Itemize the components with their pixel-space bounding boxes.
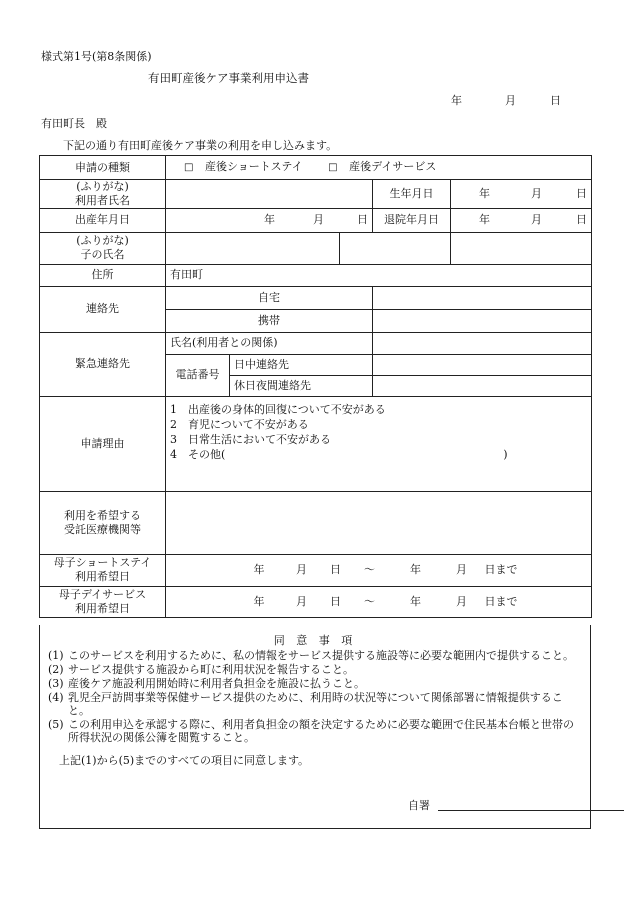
furigana-label: (ふりがな)	[76, 180, 129, 193]
form-number: 様式第1号(第8条関係)	[41, 50, 152, 63]
year-label: 年	[410, 563, 421, 577]
consent-item-text: このサービスを利用するために、私の情報をサービス提供する施設等に必要な範囲内で提供すること。	[68, 649, 574, 662]
reason-4-close: )	[503, 447, 508, 461]
contact-label: 連絡先	[40, 286, 166, 332]
reason-label: 申請理由	[40, 396, 166, 491]
daytime-field[interactable]	[373, 354, 592, 375]
day-label: 日	[357, 213, 368, 227]
row-short-stay	[40, 554, 592, 586]
reason-1[interactable]: 1 出産後の身体的回復について不安がある	[170, 402, 386, 416]
month-label: 月	[313, 213, 324, 227]
facility-label	[40, 491, 166, 554]
consent-item-number: (4)	[48, 691, 64, 704]
row-reason	[40, 396, 592, 491]
day-label: 日	[550, 94, 561, 107]
day-label: 日	[330, 563, 341, 577]
birth-date-field[interactable]	[451, 180, 592, 209]
discharge-date-field[interactable]	[451, 208, 592, 232]
day-service-label-line2: 利用希望日	[75, 601, 130, 615]
consent-item	[48, 649, 584, 662]
delivery-date-label: 出産年月日	[40, 208, 166, 232]
row-child-name	[40, 232, 592, 264]
agree-statement: 上記(1)から(5)までのすべての項目に同意します。	[59, 754, 310, 767]
emergency-name-label: 氏名(利用者との関係)	[166, 332, 373, 354]
address-label: 住所	[40, 264, 166, 286]
year-label: 年	[479, 213, 491, 227]
mobile-field[interactable]	[373, 309, 592, 332]
short-stay-label	[40, 554, 166, 586]
day-service-label-line1: 母子デイサービス	[58, 587, 147, 601]
year-label: 年	[264, 213, 275, 227]
child-name-field-3[interactable]	[451, 232, 592, 264]
consent-item-number: (3)	[48, 677, 64, 690]
day-label: 日	[576, 213, 588, 227]
short-stay-dates[interactable]	[166, 554, 592, 586]
year-label: 年	[253, 594, 265, 608]
child-name-label	[40, 232, 166, 264]
checkbox-day-service[interactable]: □	[328, 162, 338, 174]
phone-label: 電話番号	[166, 354, 230, 396]
home-field[interactable]	[373, 286, 592, 309]
intro-text: 下記の通り有田町産後ケア事業の利用を申し込みます。	[63, 139, 338, 152]
month-label: 月	[296, 563, 307, 577]
reason-3[interactable]: 3 日常生活において不安がある	[170, 432, 331, 446]
consent-item-text: この利用申込を承認する際に、利用者負担金の額を決定するために必要な範囲で住民基本台帳と世帯の所得状況の関係公簿を閲覧すること。	[68, 718, 574, 744]
option-day-service: 産後デイサービス	[349, 160, 437, 174]
row-emergency-name	[40, 332, 592, 354]
row-dates	[40, 208, 592, 232]
month-label: 月	[296, 594, 307, 608]
day-label: 日	[576, 186, 588, 200]
row-user-name	[40, 180, 592, 209]
year-label: 年	[253, 563, 265, 577]
year-label: 年	[451, 94, 462, 107]
facility-field[interactable]	[166, 491, 592, 554]
reason-list	[166, 396, 592, 491]
user-name-text: 利用者氏名	[75, 193, 130, 207]
row-address	[40, 264, 592, 286]
month-label: 月	[505, 94, 516, 107]
row-facility	[40, 491, 592, 554]
emergency-label: 緊急連絡先	[40, 332, 166, 396]
application-date[interactable]	[451, 94, 561, 107]
consent-item	[48, 691, 584, 717]
year-label: 年	[479, 186, 491, 200]
address-field[interactable]: 有田町	[166, 264, 592, 286]
consent-item-number: (5)	[48, 718, 64, 731]
consent-item	[48, 677, 584, 690]
short-stay-label-line1: 母子ショートステイ	[53, 556, 152, 570]
page-title: 有田町産後ケア事業利用申込書	[148, 71, 309, 85]
facility-label-line1: 利用を希望する	[64, 508, 141, 522]
consent-item-text: 乳児全戸訪問事業等保健サービス提供のために、利用時の状況等について関係部署に情報提供すること。	[68, 691, 563, 717]
discharge-date-label: 退院年月日	[373, 208, 451, 232]
type-options	[166, 156, 592, 180]
until-label: 日まで	[484, 594, 518, 608]
day-service-label	[40, 586, 166, 617]
day-service-dates[interactable]	[166, 586, 592, 617]
row-day-service	[40, 586, 592, 617]
consent-item-text: サービス提供する施設から町に利用状況を報告すること。	[68, 663, 354, 676]
checkbox-short-stay[interactable]: □	[184, 162, 194, 174]
consent-section	[39, 625, 591, 829]
birth-date-label: 生年月日	[373, 180, 451, 209]
child-name-field-1[interactable]	[166, 232, 340, 264]
daytime-label: 日中連絡先	[230, 354, 373, 375]
option-short-stay: 産後ショートステイ	[204, 160, 303, 174]
reason-4[interactable]	[170, 447, 587, 462]
month-label: 月	[531, 186, 543, 200]
reason-2[interactable]: 2 育児について不安がある	[170, 417, 309, 431]
consent-item-number: (2)	[48, 663, 64, 676]
month-label: 月	[456, 563, 467, 577]
month-label: 月	[456, 594, 467, 608]
emergency-name-field[interactable]	[373, 332, 592, 354]
until-label: 日まで	[484, 563, 518, 577]
user-name-field[interactable]	[166, 180, 373, 209]
reason-4-text: 4 その他(	[170, 447, 226, 461]
application-table	[39, 155, 592, 618]
child-name-field-2[interactable]	[340, 232, 451, 264]
addressee: 有田町長 殿	[41, 117, 107, 130]
tilde: ～	[364, 563, 375, 577]
delivery-date-field[interactable]	[166, 208, 373, 232]
signature-label: 自署	[408, 799, 430, 812]
holiday-night-label: 休日夜間連絡先	[230, 375, 373, 396]
consent-item-text: 産後ケア施設利用開始時に利用者負担金を施設に払うこと。	[68, 677, 365, 690]
month-label: 月	[531, 213, 543, 227]
facility-label-line2: 受託医療機関等	[64, 522, 141, 536]
home-label: 自宅	[166, 286, 373, 309]
row-application-type	[40, 156, 592, 180]
consent-item	[48, 663, 584, 676]
consent-item-number: (1)	[48, 649, 64, 662]
holiday-night-field[interactable]	[373, 375, 592, 396]
tilde: ～	[364, 594, 375, 608]
year-label: 年	[410, 594, 421, 608]
user-name-label	[40, 180, 166, 209]
child-name-text: 子の氏名	[80, 248, 125, 261]
type-label: 申請の種類	[40, 156, 166, 180]
signature-field[interactable]	[438, 810, 624, 811]
consent-title: 同 意 事 項	[273, 634, 357, 647]
short-stay-label-line2: 利用希望日	[75, 570, 130, 583]
consent-item	[48, 718, 584, 744]
row-contact-home	[40, 286, 592, 309]
day-label: 日	[330, 594, 341, 608]
furigana-label: (ふりがな)	[76, 234, 129, 248]
mobile-label: 携帯	[166, 309, 373, 332]
